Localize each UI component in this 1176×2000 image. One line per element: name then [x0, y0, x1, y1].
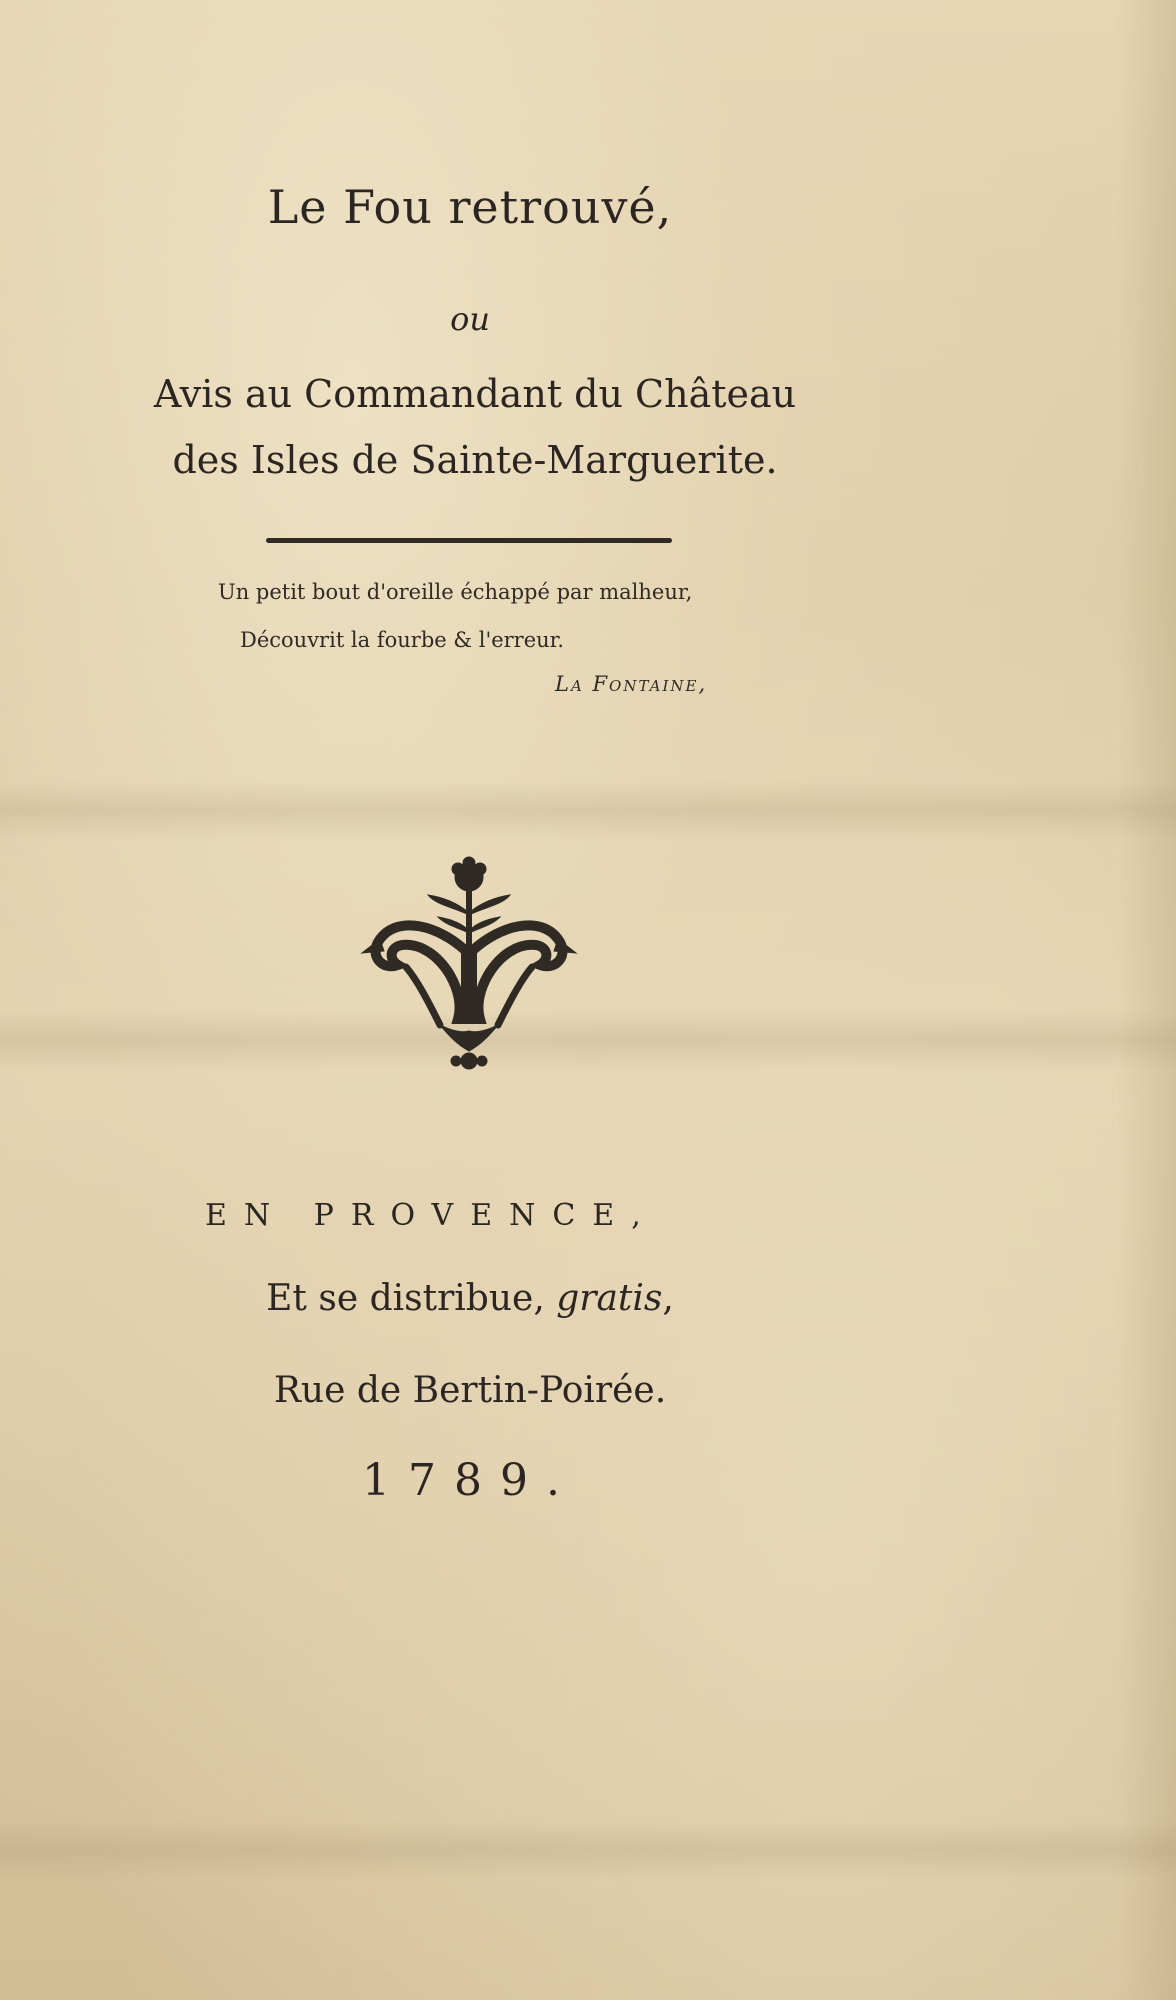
distribution-gratis: gratis	[556, 1278, 663, 1319]
paper-fold	[0, 1010, 1176, 1070]
book-title: Le Fou retrouvé,	[267, 180, 673, 234]
epigraph-attribution: La Fontaine,	[555, 672, 708, 696]
floral-scroll-ornament-icon	[358, 855, 580, 1075]
page-edge-shade	[1116, 0, 1176, 2000]
epigraph-line-2: Découvrit la fourbe & l'erreur.	[240, 628, 565, 652]
epigraph-line-1: Un petit bout d'oreille échappé par malheur,	[218, 580, 693, 604]
imprint-distribution	[0, 1278, 940, 1319]
distribution-prefix: Et se distribue,	[266, 1278, 557, 1319]
subtitle-line-2: des Isles de Sainte-Marguerite.	[172, 438, 778, 482]
imprint-place: EN PROVENCE,	[205, 1198, 658, 1233]
title-connector: ou	[450, 300, 490, 338]
imprint-address: Rue de Bertin-Poirée.	[273, 1370, 667, 1411]
paper-fold	[0, 1820, 1176, 1880]
divider-rule	[266, 538, 672, 543]
paper-fold	[0, 780, 1176, 840]
subtitle-line-1: Avis au Commandant du Château	[153, 372, 797, 416]
distribution-suffix: ,	[662, 1278, 674, 1319]
publication-year: 1789.	[362, 1455, 578, 1506]
